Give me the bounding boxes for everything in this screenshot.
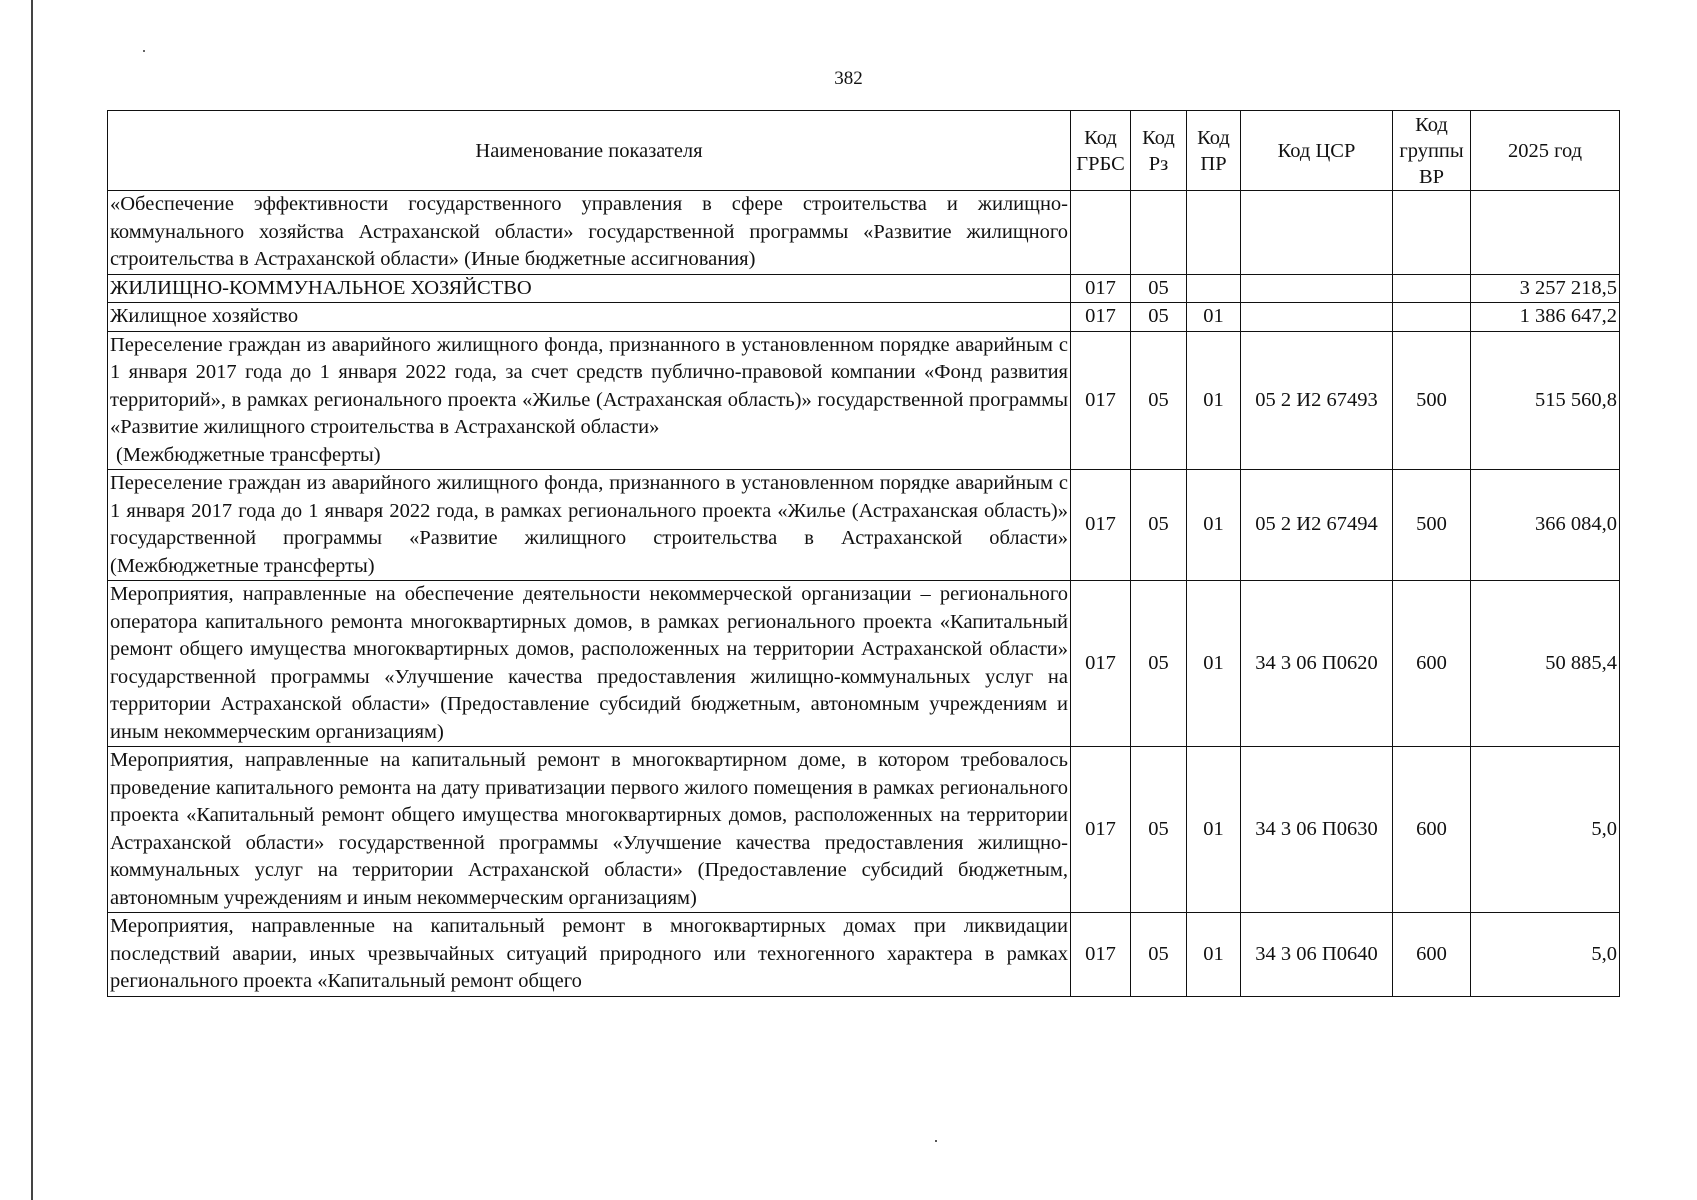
row-rz: 05 [1131,274,1187,303]
row-name: Мероприятия, направленные на капитальный ремонт в многоквартирном доме, в котором требовалось проведение капитального ремонта на дату приватизации первого жилого помещения в рамках регионального проекта «Капитальный ремонт общего имущества многоквартирных домов, расположенных на территории Астраханской области» государственной программы «Улучшение качества предоставления жилищно-коммунальных услуг на территории Астраханской области» (Предоставление субсидий бюджетным, автономным учреждениям и иным некоммерческим организациям) [108,747,1071,913]
row-grbs: 017 [1071,274,1131,303]
row-amount: 515 560,8 [1471,331,1620,470]
row-pr: 01 [1187,470,1241,581]
table-row [108,747,1620,913]
row-amount: 50 885,4 [1471,581,1620,747]
header-row [108,111,1620,191]
row-rz: 05 [1131,913,1187,997]
table-row [108,913,1620,997]
row-rz: 05 [1131,581,1187,747]
row-name: Переселение граждан из аварийного жилищного фонда, признанного в установленном порядке аварийным с 1 января 2017 года до 1 января 2022 года, в рамках регионального проекта «Жилье (Астраханская область)» государственной программы «Развитие жилищного строительства в Астраханской области» (Межбюджетные трансферты) [108,470,1071,581]
scan-speck [935,1140,937,1142]
row-amount: 5,0 [1471,747,1620,913]
row-amount: 3 257 218,5 [1471,274,1620,303]
table-row [108,274,1620,303]
row-amount [1471,191,1620,275]
row-name: Мероприятия, направленные на капитальный ремонт в многоквартирных домах при ликвидации последствий аварии, иных чрезвычайных ситуаций природного или техногенного характера в рамках регионального проекта «Капитальный ремонт общего [108,913,1071,997]
row-rz: 05 [1131,331,1187,470]
row-grbs: 017 [1071,581,1131,747]
row-name [108,331,1071,470]
table-row [108,191,1620,275]
row-vr: 600 [1393,581,1471,747]
row-name: ЖИЛИЩНО-КОММУНАЛЬНОЕ ХОЗЯЙСТВО [108,274,1071,303]
table-row [108,331,1620,470]
row-rz: 05 [1131,747,1187,913]
binding-line [31,0,33,1200]
header-rz: Код Рз [1131,111,1187,191]
row-csr: 34 3 06 П0630 [1241,747,1393,913]
row-csr: 05 2 И2 67493 [1241,331,1393,470]
row-grbs [1071,191,1131,275]
row-vr [1393,274,1471,303]
row-name-extra: (Межбюджетные трансферты) [116,443,381,466]
row-pr: 01 [1187,581,1241,747]
row-pr: 01 [1187,303,1241,332]
table-row [108,470,1620,581]
row-vr [1393,303,1471,332]
row-name: «Обеспечение эффективности государственного управления в сфере строительства и жилищно-коммунального хозяйства Астраханской области» государственной программы «Развитие жилищного строительства в Астраханской области» (Иные бюджетные ассигнования) [108,191,1071,275]
row-grbs: 017 [1071,913,1131,997]
row-vr: 600 [1393,913,1471,997]
budget-table [107,110,1620,997]
row-csr: 05 2 И2 67494 [1241,470,1393,581]
row-rz: 05 [1131,470,1187,581]
row-grbs: 017 [1071,470,1131,581]
row-vr: 600 [1393,747,1471,913]
header-pr: Код ПР [1187,111,1241,191]
row-grbs: 017 [1071,303,1131,332]
scan-speck [143,50,145,52]
row-name-text: Переселение граждан из аварийного жилищного фонда, признанного в установленном порядке аварийным с 1 января 2017 года до 1 января 2022 года, за счет средств публично-правовой компании «Фонд развития территорий», в рамках регионального проекта «Жилье (Астраханская область)» государственной программы «Развитие жилищного строительства в Астраханской области» [110,333,1068,438]
row-pr [1187,191,1241,275]
row-grbs: 017 [1071,747,1131,913]
page-number: 382 [834,68,863,89]
header-name: Наименование показателя [108,111,1071,191]
header-vr: Код группы ВР [1393,111,1471,191]
row-vr: 500 [1393,470,1471,581]
row-amount: 366 084,0 [1471,470,1620,581]
header-year: 2025 год [1471,111,1620,191]
row-csr [1241,191,1393,275]
row-rz: 05 [1131,303,1187,332]
row-pr [1187,274,1241,303]
row-vr [1393,191,1471,275]
row-pr: 01 [1187,913,1241,997]
table-row [108,303,1620,332]
row-amount: 1 386 647,2 [1471,303,1620,332]
row-pr: 01 [1187,747,1241,913]
row-grbs: 017 [1071,331,1131,470]
row-rz [1131,191,1187,275]
row-amount: 5,0 [1471,913,1620,997]
header-grbs: Код ГРБС [1071,111,1131,191]
row-pr: 01 [1187,331,1241,470]
row-name: Жилищное хозяйство [108,303,1071,332]
row-csr: 34 3 06 П0640 [1241,913,1393,997]
row-csr [1241,274,1393,303]
row-name: Мероприятия, направленные на обеспечение деятельности некоммерческой организации – регионального оператора капитального ремонта многоквартирных домов, в рамках регионального проекта «Капитальный ремонт общего имущества многоквартирных домов, расположенных на территории Астраханской области» государственной программы «Улучшение качества предоставления жилищно-коммунальных услуг на территории Астраханской области» (Предоставление субсидий бюджетным, автономным учреждениям и иным некоммерческим организациям) [108,581,1071,747]
row-csr: 34 3 06 П0620 [1241,581,1393,747]
table-row [108,581,1620,747]
row-vr: 500 [1393,331,1471,470]
row-csr [1241,303,1393,332]
header-csr: Код ЦСР [1241,111,1393,191]
